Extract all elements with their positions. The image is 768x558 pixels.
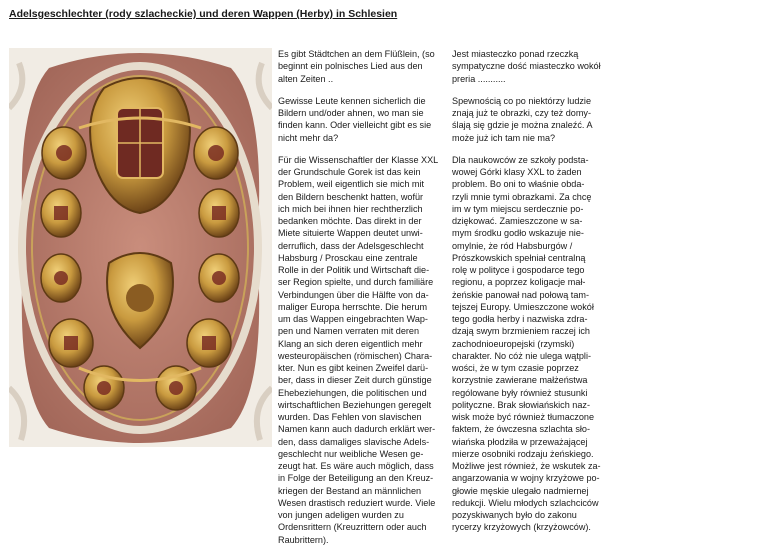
polish-paragraph-2: Spewnością co po niektórzy ludzie znają już te obrazki, czy też domy- ślają się gdzie je można znaleźć. A może już ich tam nie ma?: [452, 95, 593, 143]
coats-of-arms-illustration: [9, 48, 272, 447]
page-title: Adelsgeschlechter (rody szlacheckie) und deren Wappen (Herby) in Schlesien: [9, 8, 398, 20]
german-text-column: [278, 48, 448, 556]
german-paragraph-3: Für die Wissenschaftler der Klasse XXL der Grundschule Gorek ist das kein Problem, weil eigentlich sie mich mit den Bildern beschenkt hatten, wofür ich mich bei ihnen hier rechtherzlich bedanken möchte. Das direkt in der Miete situierte Wappen deutet unwi- derruflich, dass der Adelsgeschlecht Habsburg / Prosckau eine zentrale Rolle in der Politik und Wirtschaft die- ser Region spielte, und durch familiäre Verbindungen über die Hälfte von da- maliger Europa herrschte. Die herum um das Wappen eingebrachten Wap- pen und Namen verraten mit deren Klang an sich deren eigentlich mehr westeuropäischen (römischen) Chara- kter. Nun es gibt keinen Zweifel darü- ber, dass in dieser Zeit durch günstige Ehebeziehungen, die politischen und wirtschaftlichen Beziehungen geregelt wurden. Das Fehlen von slavischen Namen kann auch dadurch erklärt wer- den, dass damaliges slavische Adels- geschlecht nur weibliche Wesen ge- zeugt hat. Es wäre auch möglich, dass in Folge der Beteiligung an den Kreuz- kriegen der Bestand an männlichen Wesen drastisch reduziert wurde. Viele von jungen adeligen wurden zu Ordensrittern (Kreuzrittern oder auch Raubrittern).: [278, 154, 439, 545]
german-paragraph-1: Es gibt Städtchen an dem Flüßlein, (so beginnt ein polnisches Lied aus den alten Zeiten ..: [278, 49, 435, 84]
polish-paragraph-1: Jest miasteczko ponad rzeczką sympatyczne dość miasteczko wokół preria ...........: [452, 49, 601, 84]
german-paragraph-2: Gewisse Leute kennen sicherlich die Bildern und/oder ahnen, wo man sie finden kann. Oder vielleicht gibt es sie nicht mehr da?: [278, 95, 432, 143]
ceiling-fresco-photo: [9, 48, 272, 447]
polish-paragraph-3: Dla naukowców ze szkoły podsta- wowej Górki klasy XXL to żaden problem. Bo oni to właśnie obda- rzyli mnie tymi obrazkami. Za chcę im w tym miejscu serdecznie po- dziękować. Zamieszczone w sa- mym środku godło wskazuje nie- omylnie, że ród Habsburgów / Prószkowskich spełniał centralną rolę w polityce i gospodarce tego regionu, a poprzez koligacje mał- żeńskie panował nad połową tam- tejszej Europy. Umieszczone wokół tego godła herby i nazwiska zdra- dzają swym brzmieniem raczej ich zachodnioeuropejski (rzymski) charakter. No cóż nie ulega wątpli- wości, że w tym czasie poprzez korzystnie zawierane małżeństwa rególowane były również stusunki polityczne. Brak słowiańskich naz- wisk może być również tłumaczone faktem, że ówczesna szlachta sło- wiańska płodziła w przeważającej mierze osobniki rodzaju żeńskiego. Możliwe jest również, że wskutek za- angarzowania w wojny krzyżowe po- głowie męskie ulegało nadmiernej redukcji. Wielu młodych szlachciców pozyskiwanych było do zakonu rycerzy krzyżowych (krzyżowców).: [452, 154, 601, 533]
polish-text-column: [452, 48, 622, 544]
